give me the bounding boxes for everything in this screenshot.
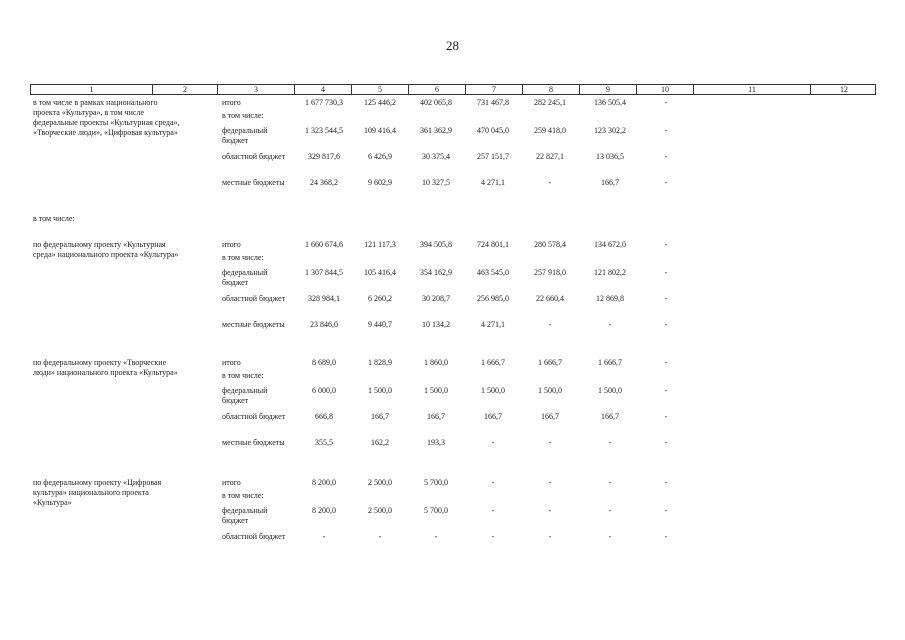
cell-value: - [664, 386, 668, 395]
cell-value: 1 500,0 [368, 386, 392, 395]
cell-value: - [378, 532, 382, 541]
cell-value: 109 416,4 [364, 126, 396, 135]
cell-value: - [322, 532, 326, 541]
cell-value: 22 660,4 [536, 294, 564, 303]
cell-value: 328 984,1 [308, 294, 340, 303]
cell-value: 123 302,2 [594, 126, 626, 135]
cell-value: 470 045,0 [477, 126, 509, 135]
cell-value: 1 500,0 [538, 386, 562, 395]
cell-value: - [548, 320, 552, 329]
cell-value: - [548, 532, 552, 541]
cell-value: 1 666,7 [481, 358, 505, 367]
cell-value: 1 860,0 [424, 358, 448, 367]
cell-value: - [608, 532, 612, 541]
cell-value: 4 271,1 [481, 178, 505, 187]
col-header-7: 7 [465, 85, 522, 94]
cell-value: 257 918,0 [534, 268, 566, 277]
cell-value: 8 200,0 [312, 478, 336, 487]
cell-value: 259 418,0 [534, 126, 566, 135]
cell-value: 355,5 [315, 438, 333, 447]
section-label: по федеральному проекту «Цифровая культура» национального проекта «Культура» [33, 478, 162, 507]
cell-value: - [608, 438, 612, 447]
cell-value: - [608, 320, 612, 329]
row-type-label: федеральный бюджет [222, 268, 268, 287]
cell-value: 166,7 [541, 412, 559, 421]
cell-value: 1 677 730,3 [305, 98, 343, 107]
cell-value: 23 846,0 [310, 320, 338, 329]
col-header-8: 8 [522, 85, 579, 94]
cell-value: 394 505,8 [420, 240, 452, 249]
cell-value: 4 271,1 [481, 320, 505, 329]
cell-value: 329 817,6 [308, 152, 340, 161]
cell-value: 2 500,0 [368, 506, 392, 515]
row-type-label: областной бюджет [222, 152, 286, 161]
row-type-label: федеральный бюджет [222, 126, 268, 145]
cell-value: 2 500,0 [368, 478, 392, 487]
cell-value: 1 500,0 [424, 386, 448, 395]
cell-value: 282 245,1 [534, 98, 566, 107]
cell-value: 134 672,0 [594, 240, 626, 249]
cell-value: - [664, 478, 668, 487]
row-type-label: в том числе: [222, 253, 264, 262]
cell-value: - [491, 438, 495, 447]
cell-value: 166,7 [601, 412, 619, 421]
cell-value: 9 602,9 [368, 178, 392, 187]
cell-value: 125 446,2 [364, 98, 396, 107]
cell-value: - [608, 506, 612, 515]
row-type-label: местные бюджеты [222, 320, 285, 329]
cell-value: - [434, 532, 438, 541]
cell-value: 30 208,7 [422, 294, 450, 303]
col-header-6: 6 [408, 85, 465, 94]
cell-value: 121 117,3 [364, 240, 396, 249]
cell-value: 8 200,0 [312, 506, 336, 515]
cell-value: 5 700,0 [424, 506, 448, 515]
cell-value: 22 827,1 [536, 152, 564, 161]
cell-value: 166,7 [427, 412, 445, 421]
row-type-label: итого [222, 358, 241, 367]
cell-value: 724 801,1 [477, 240, 509, 249]
row-type-label: итого [222, 240, 241, 249]
cell-value: 1 500,0 [598, 386, 622, 395]
cell-value: 1 323 544,5 [305, 126, 343, 135]
in-that-number-caption: в том числе: [33, 214, 75, 223]
cell-value: 280 578,4 [534, 240, 566, 249]
row-type-label: областной бюджет [222, 532, 286, 541]
cell-value: 1 307 844,5 [305, 268, 343, 277]
row-type-label: итого [222, 478, 241, 487]
cell-value: 162,2 [371, 438, 389, 447]
cell-value: 257 151,7 [477, 152, 509, 161]
cell-value: 9 440,7 [368, 320, 392, 329]
cell-value: 121 802,2 [594, 268, 626, 277]
cell-value: - [664, 152, 668, 161]
cell-value: 136 505,4 [594, 98, 626, 107]
cell-value: - [664, 506, 668, 515]
col-header-5: 5 [351, 85, 408, 94]
col-header-9: 9 [579, 85, 636, 94]
cell-value: 1 500,0 [481, 386, 505, 395]
cell-value: 166,7 [601, 178, 619, 187]
col-header-3: 3 [217, 85, 294, 94]
cell-value: 354 162,9 [420, 268, 452, 277]
cell-value: 1 660 674,6 [305, 240, 343, 249]
cell-value: 402 065,8 [420, 98, 452, 107]
cell-value: - [664, 294, 668, 303]
cell-value: - [548, 478, 552, 487]
cell-value: 463 545,0 [477, 268, 509, 277]
cell-value: 731 467,8 [477, 98, 509, 107]
col-header-11: 11 [693, 85, 810, 94]
cell-value: 6 000,0 [312, 386, 336, 395]
cell-value: 1 828,9 [368, 358, 392, 367]
cell-value: - [491, 478, 495, 487]
cell-value: 6 426,9 [368, 152, 392, 161]
col-header-10: 10 [636, 85, 693, 94]
page-number: 28 [446, 38, 459, 53]
column-number-header [30, 84, 876, 95]
cell-value: - [664, 438, 668, 447]
cell-value: 105 416,4 [364, 268, 396, 277]
cell-value: 193,3 [427, 438, 445, 447]
col-header-1: 1 [89, 85, 94, 94]
cell-value: 1 666,7 [538, 358, 562, 367]
cell-value: - [664, 98, 668, 107]
cell-value: - [664, 358, 668, 367]
cell-value: 10 134,2 [422, 320, 450, 329]
cell-value: - [491, 532, 495, 541]
cell-value: - [664, 126, 668, 135]
cell-value: - [664, 532, 668, 541]
cell-value: 24 368,2 [310, 178, 338, 187]
cell-value: 12 869,8 [596, 294, 624, 303]
row-type-label: местные бюджеты [222, 178, 285, 187]
col-header-12: 12 [810, 85, 877, 94]
cell-value: - [548, 178, 552, 187]
cell-value: - [664, 240, 668, 249]
cell-value: 166,7 [484, 412, 502, 421]
row-type-label: федеральный бюджет [222, 386, 268, 405]
section-label: в том числе в рамках национального проекта «Культура», в том числе федеральные проекты «Культурная среда», «Творческие люди», «Цифровая культура» [33, 98, 180, 137]
row-type-label: итого [222, 98, 241, 107]
cell-value: 8 689,0 [312, 358, 336, 367]
cell-value: 13 036,5 [596, 152, 624, 161]
cell-value: 256 985,0 [477, 294, 509, 303]
cell-value: - [548, 506, 552, 515]
section-label: по федеральному проекту «Культурная среда» национального проекта «Культура» [33, 240, 179, 259]
row-type-label: в том числе: [222, 371, 264, 380]
cell-value: - [608, 478, 612, 487]
col-header-4: 4 [294, 85, 351, 94]
row-type-label: федеральный бюджет [222, 506, 268, 525]
cell-value: 5 700,0 [424, 478, 448, 487]
cell-value: - [664, 178, 668, 187]
row-type-label: местные бюджеты [222, 438, 285, 447]
cell-value: - [664, 268, 668, 277]
cell-value: - [664, 412, 668, 421]
col-header-2: 2 [152, 85, 217, 94]
cell-value: - [664, 320, 668, 329]
row-type-label: в том числе: [222, 111, 264, 120]
cell-value: 10 327,5 [422, 178, 450, 187]
cell-value: 1 666,7 [598, 358, 622, 367]
row-type-label: областной бюджет [222, 294, 286, 303]
cell-value: - [491, 506, 495, 515]
row-type-label: областной бюджет [222, 412, 286, 421]
cell-value: 166,7 [371, 412, 389, 421]
section-label: по федеральному проекту «Творческие люди» национального проекта «Культура» [33, 358, 178, 377]
cell-value: - [548, 438, 552, 447]
cell-value: 30 375,4 [422, 152, 450, 161]
cell-value: 361 362,9 [420, 126, 452, 135]
cell-value: 6 260,2 [368, 294, 392, 303]
row-type-label: в том числе: [222, 491, 264, 500]
cell-value: 666,8 [315, 412, 333, 421]
